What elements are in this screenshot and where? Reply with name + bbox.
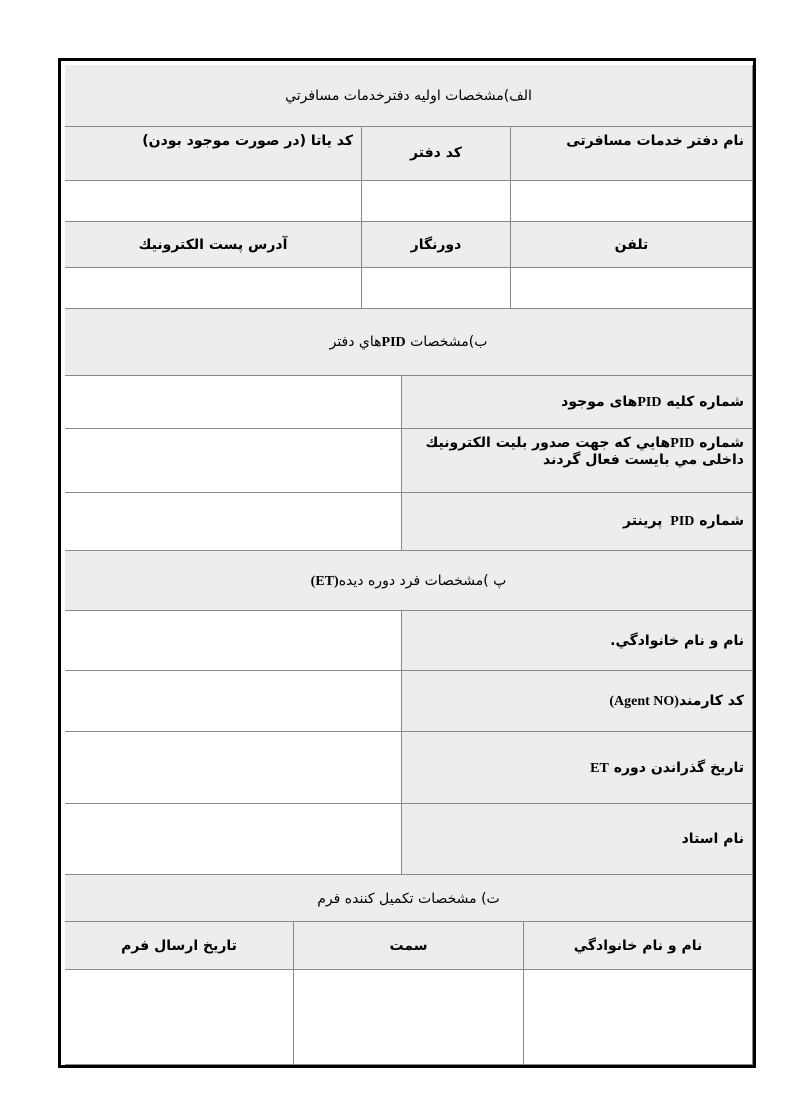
section-t-header bbox=[65, 875, 753, 922]
send-date-field[interactable] bbox=[65, 970, 294, 1065]
instructor-field[interactable] bbox=[65, 804, 402, 875]
email-header bbox=[65, 222, 362, 268]
pid-printer-label-cell bbox=[402, 493, 753, 551]
phone-label: تلفن bbox=[614, 237, 649, 253]
iata-code-field[interactable] bbox=[65, 181, 362, 222]
et-date-label: تاريخ گذراندن دوره ET bbox=[590, 760, 744, 776]
trainee-name-label: نام و نام خانوادگي. bbox=[610, 633, 744, 649]
email-label: آدرس پست الكترونيك bbox=[138, 237, 288, 253]
position-field[interactable] bbox=[294, 970, 524, 1065]
trainee-name-field[interactable] bbox=[65, 611, 402, 671]
fax-header bbox=[362, 222, 511, 268]
pid-eticket-label: شماره PIDهايي كه جهت صدور بليت الكترونيك داخلی مي بايست فعال گردند bbox=[425, 435, 744, 468]
instructor-label: نام استاد bbox=[681, 831, 744, 847]
pid-all-label: شماره کلیه PIDهای موجود bbox=[561, 394, 744, 410]
phone-field[interactable] bbox=[511, 268, 753, 309]
office-code-label: کد دفتر bbox=[410, 145, 462, 161]
office-code-header bbox=[362, 127, 511, 181]
office-code-field[interactable] bbox=[362, 181, 511, 222]
et-date-label-cell bbox=[402, 732, 753, 804]
section-t-title: ت) مشخصات تکمیل کننده فرم bbox=[317, 891, 500, 907]
trainee-name-label-cell bbox=[402, 611, 753, 671]
section-a-header bbox=[65, 65, 753, 127]
pid-all-field[interactable] bbox=[65, 376, 402, 429]
section-p-title: پ )مشخصات فرد دوره ديده(ET) bbox=[310, 573, 507, 589]
section-b-header bbox=[65, 309, 753, 376]
filler-name-field[interactable] bbox=[524, 970, 753, 1065]
fax-field[interactable] bbox=[362, 268, 511, 309]
section-a-title: الف)مشخصات اوليه دفترخدمات مسافرتي bbox=[285, 88, 532, 104]
section-b-title: ب)مشخصات PIDهاي دفتر bbox=[329, 334, 488, 350]
pid-all-label-cell bbox=[402, 376, 753, 429]
agent-no-label-cell bbox=[402, 671, 753, 732]
office-name-header bbox=[511, 127, 753, 181]
instructor-label-cell bbox=[402, 804, 753, 875]
office-name-field[interactable] bbox=[511, 181, 753, 222]
phone-header bbox=[511, 222, 753, 268]
pid-printer-field[interactable] bbox=[65, 493, 402, 551]
agent-no-field[interactable] bbox=[65, 671, 402, 732]
form-frame bbox=[58, 58, 756, 1068]
iata-code-header bbox=[65, 127, 362, 181]
fax-label: دورنگار bbox=[410, 237, 462, 253]
filler-name-label: نام و نام خانوادگي bbox=[573, 938, 703, 954]
position-header bbox=[294, 922, 524, 970]
position-label: سمت bbox=[389, 938, 428, 954]
office-name-label: نام دفتر خدمات مسافرتی bbox=[566, 133, 744, 149]
send-date-header bbox=[65, 922, 294, 970]
email-field[interactable] bbox=[65, 268, 362, 309]
pid-eticket-field[interactable] bbox=[65, 429, 402, 493]
et-date-field[interactable] bbox=[65, 732, 402, 804]
iata-code-label: کد یاتا (در صورت موجود بودن) bbox=[142, 133, 353, 149]
send-date-label: تاريخ ارسال فرم bbox=[121, 938, 237, 954]
section-p-header bbox=[65, 551, 753, 611]
pid-printer-label: شماره PID پرينتر bbox=[623, 513, 744, 529]
filler-name-header bbox=[524, 922, 753, 970]
agent-no-label: کد کارمند(Agent NO) bbox=[609, 693, 744, 709]
pid-eticket-label-cell bbox=[402, 429, 753, 493]
